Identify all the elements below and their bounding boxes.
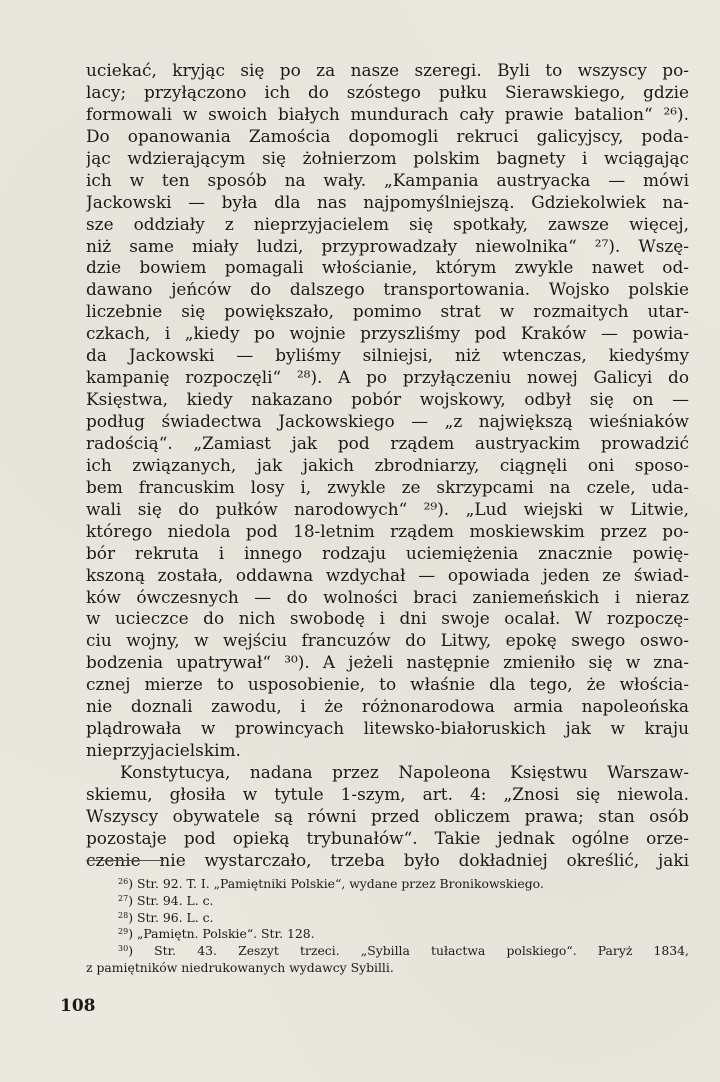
- text-line: da Jackowski — byliśmy silniejsi, niż wtenczas, kiedyśmy: [86, 345, 689, 366]
- text-line: podług świadectwa Jackowskiego — „z największą wieśniaków: [86, 411, 689, 431]
- footnote-divider: [86, 860, 164, 861]
- footnote: [86, 893, 689, 910]
- text-line: cznej mierze to usposobienie, to właśnie dla tego, że włościa-: [86, 674, 689, 695]
- text-line: bem francuskim losy i, zwykle ze skrzypcami na czele, uda-: [86, 476, 689, 497]
- text-line: jąc wdzierającym się żołnierzom polskim bagnety i wciągając: [86, 147, 689, 168]
- text-line: Do opanowania Zamościa dopomogli rekruci galicyjscy, poda-: [86, 125, 689, 146]
- text-line: czenie nie wystarczało, trzeba było dokładniej określić, jaki: [86, 849, 689, 870]
- footnote-text: ) Str. 94. L. c.: [128, 892, 214, 908]
- text-line: bór rekruta i innego rodzaju uciemiężenia znacznie powię-: [86, 542, 689, 563]
- text-line: pozostaje pod opieką trybunałów“. Takie jednak ogólne orze-: [86, 827, 689, 848]
- text-line: którego niedola pod 18-letnim rządem moskiewskim przez po-: [86, 520, 689, 541]
- text-line: sze oddziały z nieprzyjacielem się spotkały, zawsze więcej,: [86, 213, 689, 234]
- text-line: nieprzyjacielskim.: [86, 740, 241, 761]
- footnote: [86, 910, 689, 927]
- text-line: ich związanych, jak jakich zbrodniarzy, ciągnęli oni sposo-: [86, 454, 689, 475]
- footnote-text: ) Str. 43. Zeszyt trzeci. „Sybilla tułactwa polskiego“. Paryż 1834,: [128, 943, 689, 959]
- text-line: Jackowski — była dla nas najpomyślniejszą. Gdziekolwiek na-: [86, 191, 689, 212]
- footnote-number: 29: [118, 927, 129, 937]
- footnote-number: 30: [118, 944, 129, 954]
- page-number: 108: [60, 996, 96, 1016]
- text-line: ich w ten sposób na wały. „Kampania austryacka — mówi: [86, 169, 689, 190]
- text-line: w ucieczce do nich swobodę i dni swoje ocalał. W rozpoczę-: [86, 608, 689, 629]
- text-line: skiemu, głosiła w tytule 1-szym, art. 4: „Znosi się niewola.: [86, 783, 689, 804]
- text-line: Wszyscy obywatele są równi przed obliczem prawa; stan osób: [86, 805, 689, 826]
- text-line: plądrowała w prowincyach litewsko-białoruskich jak w kraju: [86, 718, 689, 739]
- footnote: [86, 926, 689, 943]
- footnote-number: 26: [118, 877, 129, 886]
- text-line: kszoną została, oddawna wzdychał — opowiada jeden ze świad-: [86, 564, 689, 585]
- footnote-text: ) Str. 92. T. I. „Pamiętniki Polskie“, wydane przez Bronikowskiego.: [128, 876, 544, 891]
- footnote-text: z pamiętników niedrukowanych wydawcy Sybilli.: [86, 959, 394, 975]
- footnote-text: ) „Pamiętn. Polskie“. Str. 128.: [128, 926, 315, 942]
- footnote: [86, 876, 689, 893]
- body-text: [86, 60, 689, 872]
- footnote-number: 28: [118, 910, 129, 920]
- text-line: czkach, i „kiedy po wojnie przyszliśmy pod Kraków — powia-: [86, 323, 689, 344]
- footnote-text: ) Str. 96. L. c.: [128, 909, 214, 925]
- text-line: ciu wojny, w wejściu francuzów do Litwy, epokę swego oswo-: [86, 630, 689, 651]
- text-line: nie doznali zawodu, i że różnonarodowa armia napoleońska: [86, 696, 689, 717]
- paragraph-start-line: Konstytucya, nadana przez Napoleona Księstwu Warszaw-: [120, 762, 689, 782]
- text-line: radością“. „Zamiast jak pod rządem austryackim prowadzić: [86, 432, 689, 453]
- text-line: niż same miały ludzi, przyprowadzały niewolnika“ ²⁷). Wszę-: [86, 235, 689, 256]
- footnotes: [86, 876, 689, 977]
- text-line: lacy; przyłączono ich do szóstego pułku Sierawskiego, gdzie: [86, 81, 689, 102]
- text-line: kampanię rozpoczęli“ ²⁸). A po przyłączeniu nowej Galicyi do: [86, 367, 689, 388]
- footnote: [86, 943, 689, 960]
- text-line: dzie bowiem pomagali włościanie, którym zwykle nawet od-: [86, 257, 689, 278]
- text-line: bodzenia upatrywał“ ³⁰). A jeżeli następnie zmieniło się w zna-: [86, 652, 689, 673]
- text-line: liczebnie się powiększało, pomimo strat w rozmaitych utar-: [86, 301, 689, 322]
- text-line: Księstwa, kiedy nakazano pobór wojskowy, odbył się on —: [86, 389, 689, 410]
- text-line: wali się do pułków narodowych“ ²⁹). „Lud wiejski w Litwie,: [86, 498, 689, 519]
- text-line: dawano jeńców do dalszego transportowania. Wojsko polskie: [86, 279, 689, 300]
- text-line: uciekać, kryjąc się po za nasze szeregi. Byli to wszyscy po-: [86, 60, 689, 80]
- footnote-continuation: [86, 960, 689, 977]
- footnote-number: 27: [118, 893, 129, 903]
- text-line: formowali w swoich białych mundurach cały prawie batalion“ ²⁶).: [86, 103, 689, 124]
- text-line: ków ówczesnych — do wolności braci zaniemeńskich i nieraz: [86, 586, 689, 607]
